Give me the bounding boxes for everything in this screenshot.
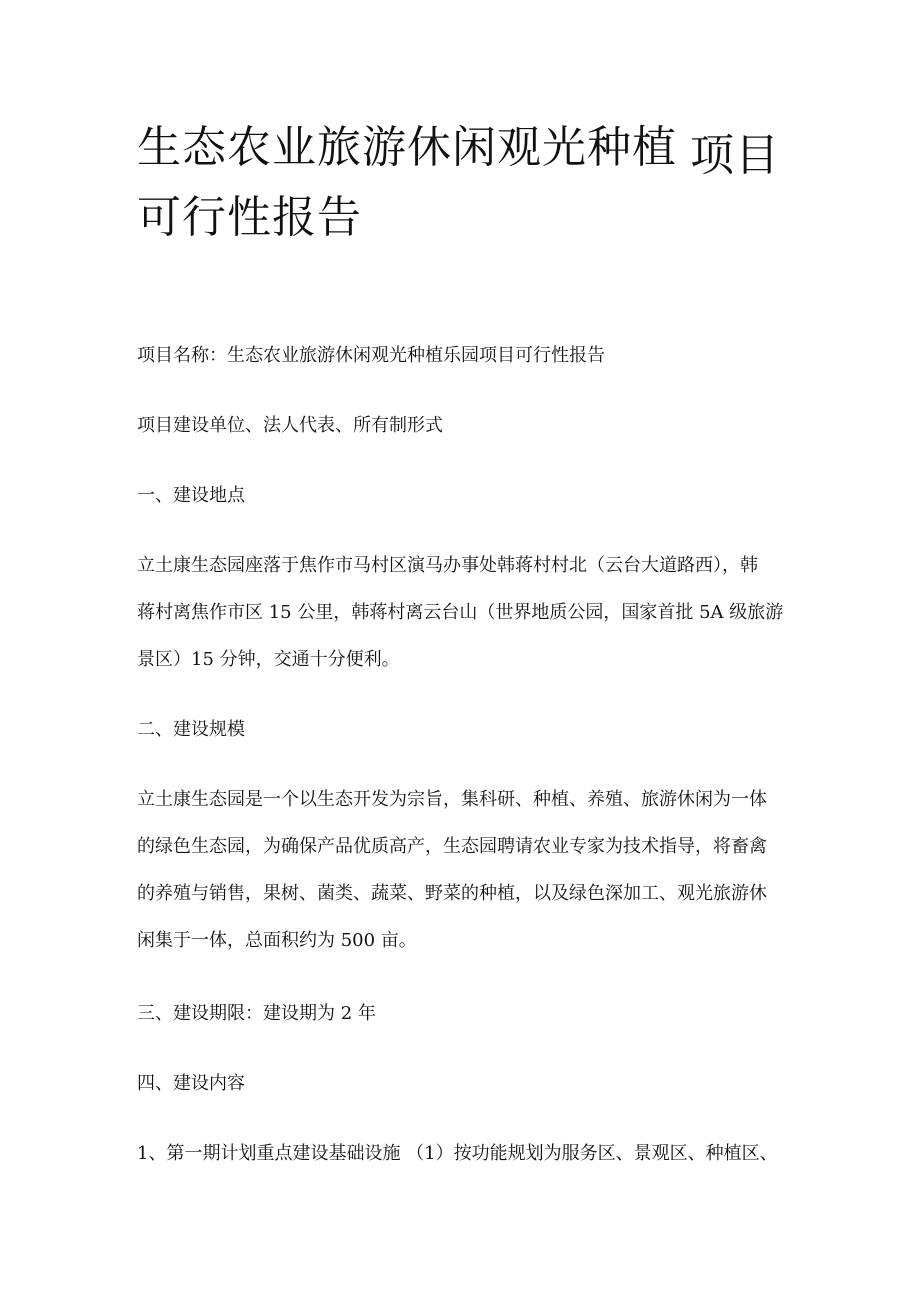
project-name: 项目名称：生态农业旅游休闲观光种植乐园项目可行性报告 [137, 345, 605, 366]
location-text-line: 蒋村离焦作市区 15 公里，韩蒋村离云台山（世界地质公园，国家首批 5A 级旅游 [137, 602, 784, 623]
location-text-line: 立土康生态园座落于焦作市马村区演马办事处韩蒋村村北（云台大道路西），韩 [137, 555, 758, 576]
document-title-line2: 可行性报告 [137, 192, 362, 243]
section-heading-scale: 二、建设规模 [137, 719, 245, 740]
section-heading-location: 一、建设地点 [137, 485, 245, 506]
document-title-line1: 生态农业旅游休闲观光种植 [137, 122, 677, 173]
scale-text-line: 的养殖与销售，果树、菌类、蔬菜、野菜的种植，以及绿色深加工、观光旅游休 [137, 883, 767, 904]
scale-text-line: 闲集于一体，总面积约为 500 亩。 [137, 930, 417, 951]
section-heading-period: 三、建设期限：建设期为 2 年 [137, 1003, 376, 1024]
scale-text-line: 的绿色生态园，为确保产品优质高产，生态园聘请农业专家为技术指导，将畜禽 [137, 836, 767, 857]
document-title-line1-tail: 项目 [690, 130, 780, 181]
construction-unit: 项目建设单位、法人代表、所有制形式 [137, 415, 443, 436]
location-text-line: 景区）15 分钟，交通十分便利。 [137, 649, 400, 670]
section-heading-content: 四、建设内容 [137, 1073, 245, 1094]
scale-text-line: 立土康生态园是一个以生态开发为宗旨，集科研、种植、养殖、旅游休闲为一体 [137, 789, 767, 810]
content-text-line: 1、第一期计划重点建设基础设施 （1）按功能规划为服务区、景观区、种植区、 [137, 1143, 778, 1164]
